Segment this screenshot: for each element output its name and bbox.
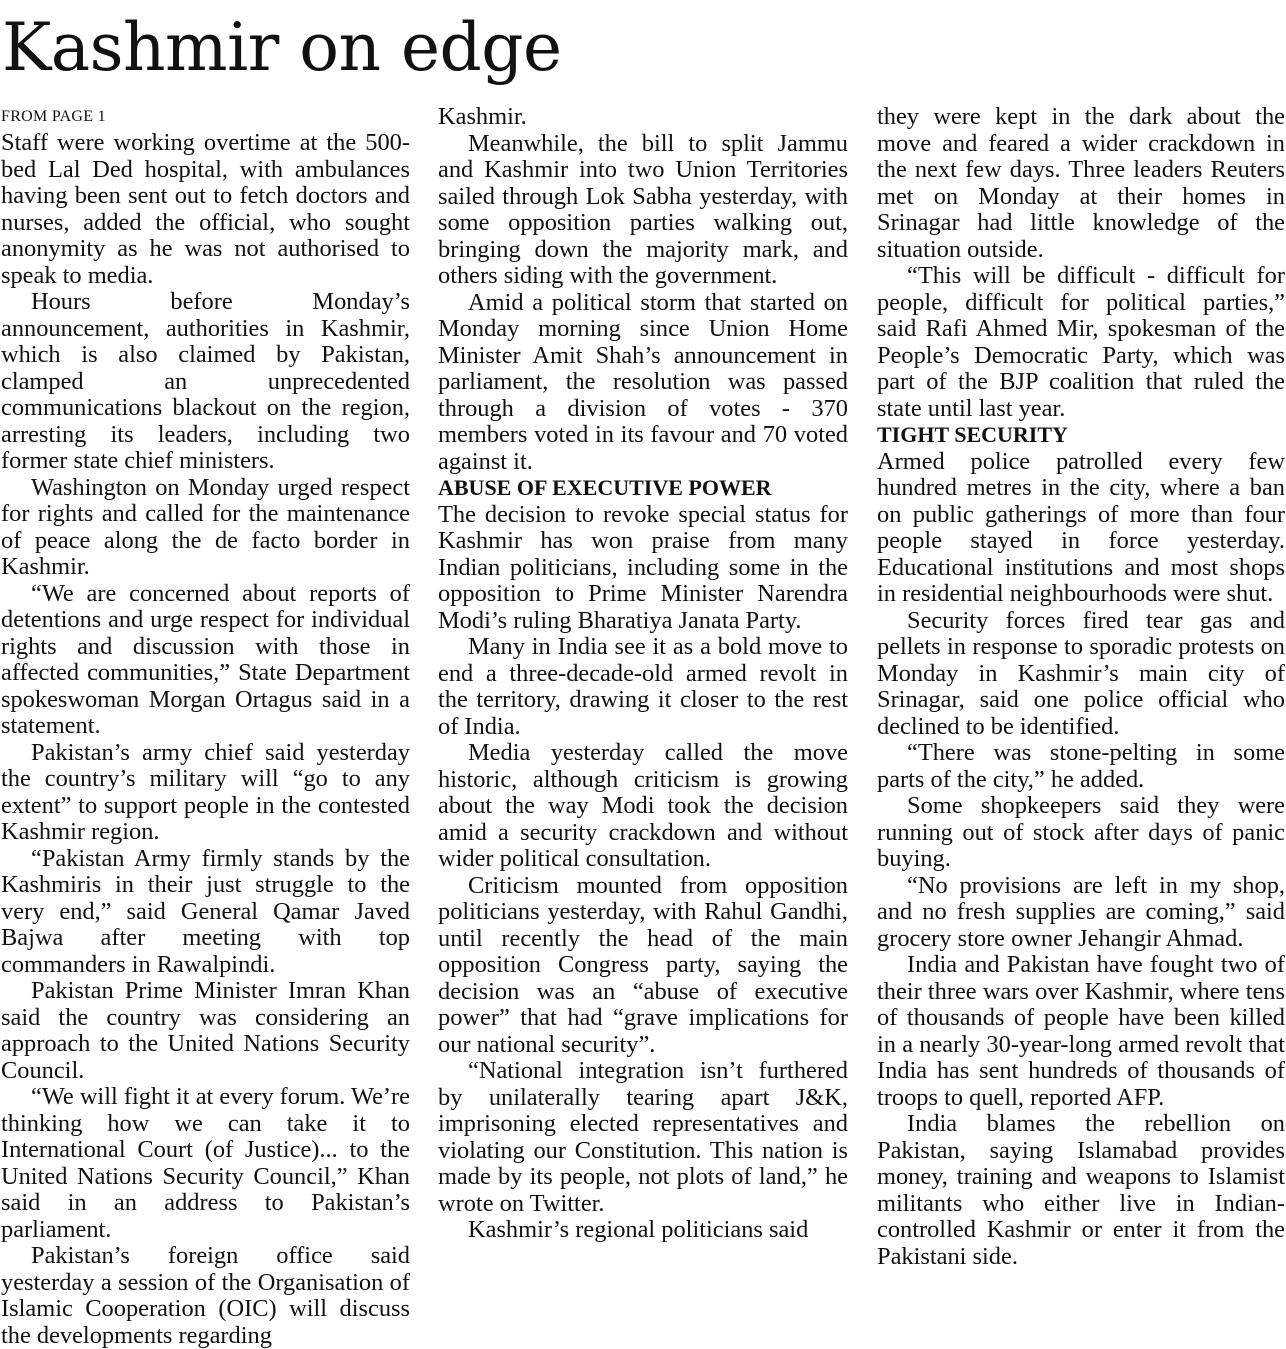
paragraph-continuation: Kashmir. xyxy=(438,104,527,130)
paragraph: Pakistan’s army chief said yesterday the country’s military will “go to any extent” to support people in the contested Kashmir region. xyxy=(1,738,410,845)
paragraph: Media yesterday called the move historic, although criticism is growing about the way Modi took the decision amid a security crackdown and without wider political consultation. xyxy=(438,739,848,872)
paragraph: “We are concerned about reports of detentions and urge respect for individual rights and discussion with those in affected communities,” State Department spokeswoman Morgan Ortagus said in a statement. xyxy=(1,579,410,739)
paragraph: “This will be difficult - difficult for people, difficult for political parties,” said Rafi Ahmed Mir, spokesman of the People’s Democratic Party, which was part of the BJP coalition that ruled the state until last year. xyxy=(877,262,1285,422)
paragraph: “National integration isn’t furthered by unilaterally tearing apart J&K, imprisoning elected representatives and violating our Constitution. This nation is made by its people, not plots of land,” he wrote on Twitter. xyxy=(438,1057,848,1217)
paragraph: Meanwhile, the bill to split Jammu and Kashmir into two Union Territories sailed through Lok Sabha yesterday, with some opposition parties walking out, bringing down the majority mark, and others siding with the government. xyxy=(438,129,848,289)
continued-from-label: FROM PAGE 1 xyxy=(1,108,106,125)
paragraph: The decision to revoke special status for Kashmir has won praise from many Indian politicians, including some in the opposition to Prime Minister Narendra Modi’s ruling Bharatiya Janata Party. xyxy=(438,500,848,634)
paragraph: “We will fight it at every forum. We’re thinking how we can take it to International Court (of Justice)... to the United Nations Security Council,” Khan said in an address to Pakistan’s parliament. xyxy=(1,1083,410,1243)
paragraph: Security forces fired tear gas and pellets in response to sporadic protests on Monday in Kashmir’s main city of Srinagar, said one police official who declined to be identified. xyxy=(877,606,1285,740)
paragraph: Criticism mounted from opposition politicians yesterday, with Rahul Gandhi, until recently the head of the main opposition Congress party, saying the decision was an “abuse of executive power” that had “grave implications for our national security”. xyxy=(438,871,848,1058)
paragraph: India and Pakistan have fought two of their three wars over Kashmir, where tens of thousands of people have been killed in a nearly 30-year-long armed revolt that India has sent hundreds of thousands of troops to quell, reported AFP. xyxy=(877,951,1285,1111)
paragraph: Pakistan’s foreign office said yesterday a session of the Organisation of Islamic Cooperation (OIC) will discuss the developments regarding xyxy=(1,1242,410,1349)
paragraph: Pakistan Prime Minister Imran Khan said the country was considering an approach to the United Nations Security Council. xyxy=(1,977,410,1084)
paragraph: Armed police patrolled every few hundred metres in the city, where a ban on public gatherings of more than four people stayed in force yesterday. Educational institutions and most shops in residential neighbourhoods were shut. xyxy=(877,447,1285,607)
paragraph: Many in India see it as a bold move to end a three-decade-old armed revolt in the territory, drawing it closer to the rest of India. xyxy=(438,633,848,740)
headline: Kashmir on edge xyxy=(2,9,562,86)
paragraph: “No provisions are left in my shop, and no fresh supplies are coming,” said grocery store owner Jehangir Ahmad. xyxy=(877,871,1285,952)
paragraph: Some shopkeepers said they were running out of stock after days of panic buying. xyxy=(877,792,1285,872)
paragraph: Amid a political storm that started on Monday morning since Union Home Minister Amit Shah’s announcement in parliament, the resolution was passed through a division of votes - 370 members voted in its favour and 70 voted against it. xyxy=(438,288,848,475)
article-column-1 xyxy=(1,104,410,1349)
paragraph: India blames the rebellion on Pakistan, saying Islamabad provides money, training and weapons to Islamist militants who either live in Indian-controlled Kashmir or enter it from the Pakistani side. xyxy=(877,1110,1285,1270)
article-column-3 xyxy=(877,104,1285,1349)
paragraph: Washington on Monday urged respect for rights and called for the maintenance of peace along the de facto border in Kashmir. xyxy=(1,473,410,580)
paragraph: Kashmir’s regional politicians said xyxy=(468,1216,809,1243)
subheading-abuse-of-executive-power: ABUSE OF EXECUTIVE POWER xyxy=(438,475,772,500)
paragraph-continuation: they were kept in the dark about the move and feared a wider crackdown in the next few days. Three leaders Reuters met on Monday at their homes in Srinagar had little knowledge of the situation outside. xyxy=(877,104,1285,263)
paragraph: “Pakistan Army firmly stands by the Kashmiris in their just struggle to the very end,” said General Qamar Javed Bajwa after meeting with top commanders in Rawalpindi. xyxy=(1,844,410,978)
paragraph: Staff were working overtime at the 500-bed Lal Ded hospital, with ambulances having been sent out to fetch doctors and nurses, added the official, who sought anonymity as he was not authorised to speak to media. xyxy=(1,129,410,289)
article-column-2 xyxy=(438,104,848,1349)
paragraph: Hours before Monday’s announcement, authorities in Kashmir, which is also claimed by Pakistan, clamped an unprecedented communications blackout on the region, arresting its leaders, including two former state chief ministers. xyxy=(1,288,410,474)
subheading-tight-security: TIGHT SECURITY xyxy=(877,422,1068,447)
paragraph: “There was stone-pelting in some parts of the city,” he added. xyxy=(877,739,1285,793)
